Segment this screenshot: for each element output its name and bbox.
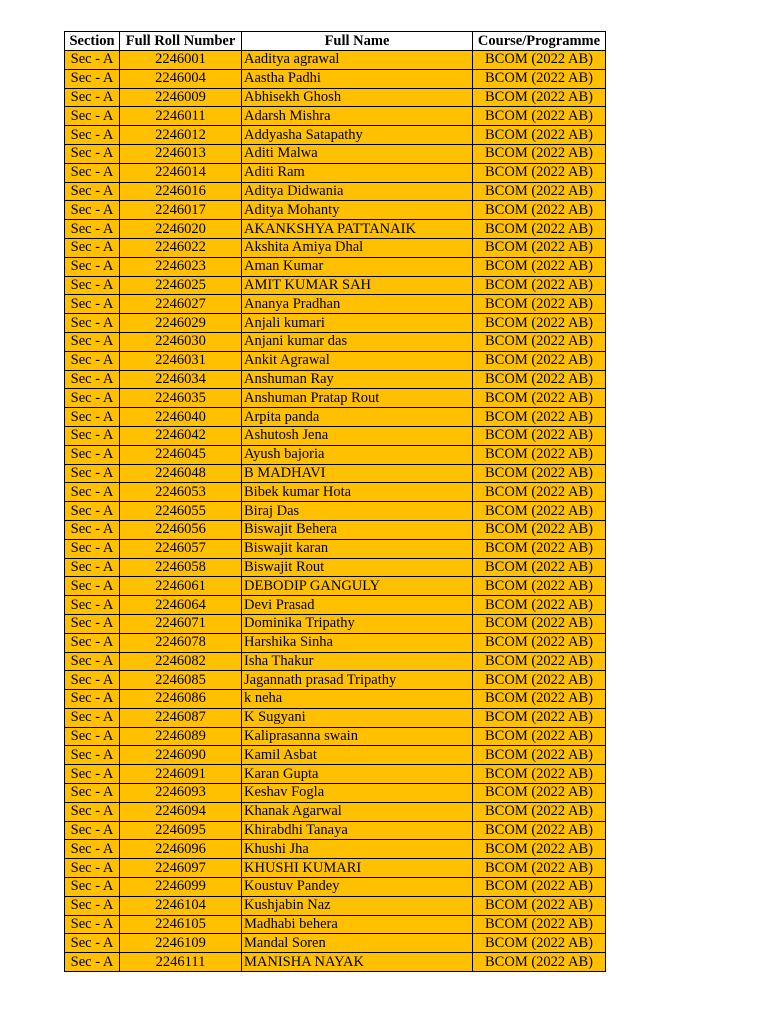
full-name-cell: Bibek kumar Hota <box>242 483 473 502</box>
course-cell: BCOM (2022 AB) <box>473 934 606 953</box>
course-cell: BCOM (2022 AB) <box>473 69 606 88</box>
roll-number-cell: 2246012 <box>120 126 242 145</box>
roll-number-cell: 2246048 <box>120 464 242 483</box>
full-name-cell: Ayush bajoria <box>242 445 473 464</box>
table-row <box>65 934 606 953</box>
course-cell: BCOM (2022 AB) <box>473 201 606 220</box>
full-name-cell: Anshuman Ray <box>242 370 473 389</box>
table-row <box>65 746 606 765</box>
table-row <box>65 370 606 389</box>
section-cell: Sec - A <box>65 126 120 145</box>
full-name-cell: Biswajit Behera <box>242 520 473 539</box>
section-cell: Sec - A <box>65 408 120 427</box>
section-cell: Sec - A <box>65 652 120 671</box>
full-name-cell: Adarsh Mishra <box>242 107 473 126</box>
column-header-course: Course/Programme <box>473 32 606 51</box>
roll-number-cell: 2246057 <box>120 539 242 558</box>
table-row <box>65 558 606 577</box>
full-name-cell: k neha <box>242 690 473 709</box>
course-cell: BCOM (2022 AB) <box>473 633 606 652</box>
table-row <box>65 821 606 840</box>
full-name-cell: Abhisekh Ghosh <box>242 88 473 107</box>
section-cell: Sec - A <box>65 51 120 70</box>
roll-number-cell: 2246022 <box>120 238 242 257</box>
section-cell: Sec - A <box>65 144 120 163</box>
roll-number-cell: 2246013 <box>120 144 242 163</box>
full-name-cell: KHUSHI KUMARI <box>242 859 473 878</box>
full-name-cell: Ankit Agrawal <box>242 351 473 370</box>
table-row <box>65 220 606 239</box>
table-row <box>65 257 606 276</box>
roll-number-cell: 2246056 <box>120 520 242 539</box>
section-cell: Sec - A <box>65 934 120 953</box>
course-cell: BCOM (2022 AB) <box>473 859 606 878</box>
section-cell: Sec - A <box>65 708 120 727</box>
table-row <box>65 765 606 784</box>
roll-number-cell: 2246001 <box>120 51 242 70</box>
course-cell: BCOM (2022 AB) <box>473 389 606 408</box>
course-cell: BCOM (2022 AB) <box>473 840 606 859</box>
full-name-cell: Biswajit Rout <box>242 558 473 577</box>
roll-number-cell: 2246023 <box>120 257 242 276</box>
roster-body <box>65 51 606 972</box>
section-cell: Sec - A <box>65 426 120 445</box>
course-cell: BCOM (2022 AB) <box>473 483 606 502</box>
table-row <box>65 896 606 915</box>
roll-number-cell: 2246030 <box>120 332 242 351</box>
roll-number-cell: 2246109 <box>120 934 242 953</box>
section-cell: Sec - A <box>65 389 120 408</box>
section-cell: Sec - A <box>65 671 120 690</box>
table-row <box>65 652 606 671</box>
table-row <box>65 314 606 333</box>
roll-number-cell: 2246095 <box>120 821 242 840</box>
full-name-cell: Akshita Amiya Dhal <box>242 238 473 257</box>
table-row <box>65 464 606 483</box>
table-row <box>65 144 606 163</box>
roll-number-cell: 2246040 <box>120 408 242 427</box>
section-cell: Sec - A <box>65 351 120 370</box>
section-cell: Sec - A <box>65 163 120 182</box>
full-name-cell: Kaliprasanna swain <box>242 727 473 746</box>
full-name-cell: Aditya Mohanty <box>242 201 473 220</box>
course-cell: BCOM (2022 AB) <box>473 802 606 821</box>
full-name-cell: Biraj Das <box>242 502 473 521</box>
full-name-cell: Mandal Soren <box>242 934 473 953</box>
table-row <box>65 727 606 746</box>
course-cell: BCOM (2022 AB) <box>473 520 606 539</box>
table-row <box>65 426 606 445</box>
section-cell: Sec - A <box>65 784 120 803</box>
section-cell: Sec - A <box>65 896 120 915</box>
table-row <box>65 163 606 182</box>
full-name-cell: Kushjabin Naz <box>242 896 473 915</box>
full-name-cell: Ananya Pradhan <box>242 295 473 314</box>
full-name-cell: Aastha Padhi <box>242 69 473 88</box>
table-row <box>65 389 606 408</box>
course-cell: BCOM (2022 AB) <box>473 257 606 276</box>
roll-number-cell: 2246011 <box>120 107 242 126</box>
roll-number-cell: 2246027 <box>120 295 242 314</box>
course-cell: BCOM (2022 AB) <box>473 144 606 163</box>
roll-number-cell: 2246094 <box>120 802 242 821</box>
table-row <box>65 878 606 897</box>
full-name-cell: Karan Gupta <box>242 765 473 784</box>
full-name-cell: AMIT KUMAR SAH <box>242 276 473 295</box>
roll-number-cell: 2246031 <box>120 351 242 370</box>
full-name-cell: Kamil Asbat <box>242 746 473 765</box>
roll-number-cell: 2246105 <box>120 915 242 934</box>
section-cell: Sec - A <box>65 69 120 88</box>
roll-number-cell: 2246091 <box>120 765 242 784</box>
section-cell: Sec - A <box>65 257 120 276</box>
roll-number-cell: 2246085 <box>120 671 242 690</box>
course-cell: BCOM (2022 AB) <box>473 539 606 558</box>
course-cell: BCOM (2022 AB) <box>473 821 606 840</box>
roll-number-cell: 2246009 <box>120 88 242 107</box>
table-row <box>65 351 606 370</box>
roll-number-cell: 2246035 <box>120 389 242 408</box>
table-row <box>65 784 606 803</box>
course-cell: BCOM (2022 AB) <box>473 652 606 671</box>
table-row <box>65 502 606 521</box>
full-name-cell: Aditi Ram <box>242 163 473 182</box>
roll-number-cell: 2246089 <box>120 727 242 746</box>
section-cell: Sec - A <box>65 690 120 709</box>
course-cell: BCOM (2022 AB) <box>473 878 606 897</box>
full-name-cell: Koustuv Pandey <box>242 878 473 897</box>
full-name-cell: MANISHA NAYAK <box>242 953 473 972</box>
full-name-cell: Aditi Malwa <box>242 144 473 163</box>
table-row <box>65 69 606 88</box>
course-cell: BCOM (2022 AB) <box>473 426 606 445</box>
section-cell: Sec - A <box>65 220 120 239</box>
table-row <box>65 88 606 107</box>
table-row <box>65 126 606 145</box>
course-cell: BCOM (2022 AB) <box>473 614 606 633</box>
table-row <box>65 107 606 126</box>
course-cell: BCOM (2022 AB) <box>473 765 606 784</box>
table-row <box>65 953 606 972</box>
full-name-cell: Aman Kumar <box>242 257 473 276</box>
roll-number-cell: 2246004 <box>120 69 242 88</box>
section-cell: Sec - A <box>65 840 120 859</box>
section-cell: Sec - A <box>65 502 120 521</box>
table-row <box>65 633 606 652</box>
full-name-cell: Keshav Fogla <box>242 784 473 803</box>
roll-number-cell: 2246111 <box>120 953 242 972</box>
section-cell: Sec - A <box>65 107 120 126</box>
course-cell: BCOM (2022 AB) <box>473 784 606 803</box>
table-row <box>65 539 606 558</box>
table-row <box>65 238 606 257</box>
table-row <box>65 915 606 934</box>
section-cell: Sec - A <box>65 88 120 107</box>
full-name-cell: Anjani kumar das <box>242 332 473 351</box>
section-cell: Sec - A <box>65 314 120 333</box>
section-cell: Sec - A <box>65 464 120 483</box>
course-cell: BCOM (2022 AB) <box>473 577 606 596</box>
section-cell: Sec - A <box>65 614 120 633</box>
course-cell: BCOM (2022 AB) <box>473 332 606 351</box>
roll-number-cell: 2246082 <box>120 652 242 671</box>
section-cell: Sec - A <box>65 445 120 464</box>
table-row <box>65 295 606 314</box>
full-name-cell: K Sugyani <box>242 708 473 727</box>
section-cell: Sec - A <box>65 276 120 295</box>
roll-number-cell: 2246096 <box>120 840 242 859</box>
section-cell: Sec - A <box>65 577 120 596</box>
course-cell: BCOM (2022 AB) <box>473 182 606 201</box>
roll-number-cell: 2246078 <box>120 633 242 652</box>
section-cell: Sec - A <box>65 539 120 558</box>
roll-number-cell: 2246020 <box>120 220 242 239</box>
section-cell: Sec - A <box>65 821 120 840</box>
section-cell: Sec - A <box>65 238 120 257</box>
full-name-cell: Madhabi behera <box>242 915 473 934</box>
roll-number-cell: 2246042 <box>120 426 242 445</box>
table-row <box>65 671 606 690</box>
table-row <box>65 577 606 596</box>
table-row <box>65 332 606 351</box>
table-row <box>65 445 606 464</box>
roll-number-cell: 2246058 <box>120 558 242 577</box>
course-cell: BCOM (2022 AB) <box>473 351 606 370</box>
course-cell: BCOM (2022 AB) <box>473 746 606 765</box>
course-cell: BCOM (2022 AB) <box>473 915 606 934</box>
course-cell: BCOM (2022 AB) <box>473 220 606 239</box>
full-name-cell: Isha Thakur <box>242 652 473 671</box>
table-row <box>65 201 606 220</box>
roll-number-cell: 2246086 <box>120 690 242 709</box>
table-row <box>65 614 606 633</box>
roll-number-cell: 2246017 <box>120 201 242 220</box>
table-row <box>65 408 606 427</box>
roll-number-cell: 2246097 <box>120 859 242 878</box>
course-cell: BCOM (2022 AB) <box>473 370 606 389</box>
course-cell: BCOM (2022 AB) <box>473 445 606 464</box>
section-cell: Sec - A <box>65 201 120 220</box>
section-cell: Sec - A <box>65 596 120 615</box>
roll-number-cell: 2246104 <box>120 896 242 915</box>
roll-number-cell: 2246099 <box>120 878 242 897</box>
full-name-cell: Addyasha Satapathy <box>242 126 473 145</box>
full-name-cell: Biswajit karan <box>242 539 473 558</box>
course-cell: BCOM (2022 AB) <box>473 107 606 126</box>
course-cell: BCOM (2022 AB) <box>473 295 606 314</box>
full-name-cell: Harshika Sinha <box>242 633 473 652</box>
section-cell: Sec - A <box>65 332 120 351</box>
roll-number-cell: 2246025 <box>120 276 242 295</box>
roll-number-cell: 2246061 <box>120 577 242 596</box>
course-cell: BCOM (2022 AB) <box>473 690 606 709</box>
full-name-cell: Jagannath prasad Tripathy <box>242 671 473 690</box>
student-roster-table <box>64 31 606 972</box>
course-cell: BCOM (2022 AB) <box>473 558 606 577</box>
section-cell: Sec - A <box>65 859 120 878</box>
table-row <box>65 802 606 821</box>
table-row <box>65 708 606 727</box>
full-name-cell: Khushi Jha <box>242 840 473 859</box>
section-cell: Sec - A <box>65 953 120 972</box>
table-row <box>65 182 606 201</box>
course-cell: BCOM (2022 AB) <box>473 464 606 483</box>
roll-number-cell: 2246014 <box>120 163 242 182</box>
full-name-cell: B MADHAVI <box>242 464 473 483</box>
full-name-cell: AKANKSHYA PATTANAIK <box>242 220 473 239</box>
course-cell: BCOM (2022 AB) <box>473 314 606 333</box>
section-cell: Sec - A <box>65 633 120 652</box>
roll-number-cell: 2246090 <box>120 746 242 765</box>
course-cell: BCOM (2022 AB) <box>473 708 606 727</box>
section-cell: Sec - A <box>65 727 120 746</box>
full-name-cell: Ashutosh Jena <box>242 426 473 445</box>
column-header-full-name: Full Name <box>242 32 473 51</box>
full-name-cell: Devi Prasad <box>242 596 473 615</box>
full-name-cell: Dominika Tripathy <box>242 614 473 633</box>
roll-number-cell: 2246055 <box>120 502 242 521</box>
student-roster-sheet <box>64 31 606 972</box>
roll-number-cell: 2246087 <box>120 708 242 727</box>
full-name-cell: Anshuman Pratap Rout <box>242 389 473 408</box>
section-cell: Sec - A <box>65 558 120 577</box>
course-cell: BCOM (2022 AB) <box>473 502 606 521</box>
full-name-cell: Khanak Agarwal <box>242 802 473 821</box>
full-name-cell: Khirabdhi Tanaya <box>242 821 473 840</box>
course-cell: BCOM (2022 AB) <box>473 88 606 107</box>
section-cell: Sec - A <box>65 295 120 314</box>
header-row <box>65 32 606 51</box>
section-cell: Sec - A <box>65 483 120 502</box>
roll-number-cell: 2246064 <box>120 596 242 615</box>
table-row <box>65 483 606 502</box>
full-name-cell: Anjali kumari <box>242 314 473 333</box>
section-cell: Sec - A <box>65 520 120 539</box>
full-name-cell: Arpita panda <box>242 408 473 427</box>
table-row <box>65 840 606 859</box>
roll-number-cell: 2246029 <box>120 314 242 333</box>
course-cell: BCOM (2022 AB) <box>473 953 606 972</box>
table-row <box>65 276 606 295</box>
course-cell: BCOM (2022 AB) <box>473 126 606 145</box>
section-cell: Sec - A <box>65 182 120 201</box>
table-row <box>65 520 606 539</box>
course-cell: BCOM (2022 AB) <box>473 163 606 182</box>
full-name-cell: DEBODIP GANGULY <box>242 577 473 596</box>
column-header-section: Section <box>65 32 120 51</box>
section-cell: Sec - A <box>65 765 120 784</box>
table-row <box>65 859 606 878</box>
course-cell: BCOM (2022 AB) <box>473 671 606 690</box>
course-cell: BCOM (2022 AB) <box>473 276 606 295</box>
table-row <box>65 51 606 70</box>
section-cell: Sec - A <box>65 802 120 821</box>
roll-number-cell: 2246045 <box>120 445 242 464</box>
course-cell: BCOM (2022 AB) <box>473 408 606 427</box>
roll-number-cell: 2246053 <box>120 483 242 502</box>
roll-number-cell: 2246093 <box>120 784 242 803</box>
course-cell: BCOM (2022 AB) <box>473 51 606 70</box>
roll-number-cell: 2246034 <box>120 370 242 389</box>
course-cell: BCOM (2022 AB) <box>473 896 606 915</box>
section-cell: Sec - A <box>65 915 120 934</box>
section-cell: Sec - A <box>65 878 120 897</box>
table-row <box>65 690 606 709</box>
course-cell: BCOM (2022 AB) <box>473 596 606 615</box>
course-cell: BCOM (2022 AB) <box>473 727 606 746</box>
course-cell: BCOM (2022 AB) <box>473 238 606 257</box>
table-row <box>65 596 606 615</box>
section-cell: Sec - A <box>65 370 120 389</box>
section-cell: Sec - A <box>65 746 120 765</box>
roll-number-cell: 2246071 <box>120 614 242 633</box>
full-name-cell: Aaditya agrawal <box>242 51 473 70</box>
full-name-cell: Aditya Didwania <box>242 182 473 201</box>
column-header-roll-number: Full Roll Number <box>120 32 242 51</box>
roll-number-cell: 2246016 <box>120 182 242 201</box>
